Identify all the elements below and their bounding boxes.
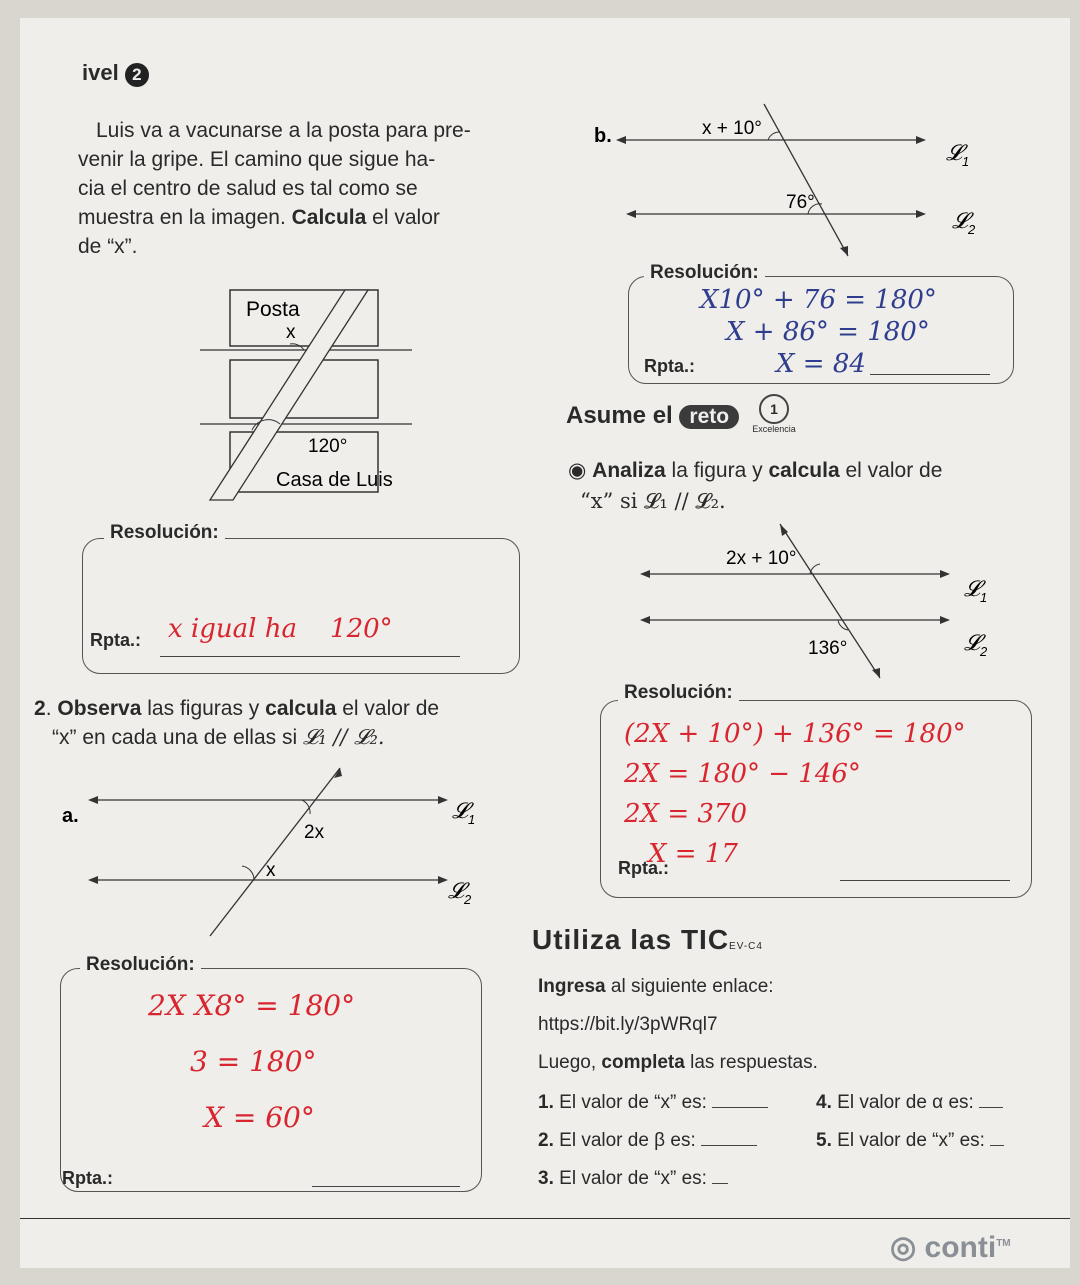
problem2-prompt: 2. Observa las figuras y calcula el valor de “x” en cada una de ellas si 𝓛₁ // 𝓛₂. bbox=[34, 697, 440, 749]
challenge-heading: Asume el reto bbox=[566, 402, 739, 430]
x-angle-arc bbox=[290, 344, 304, 350]
tic-item-3: 3. El valor de “x” es: bbox=[538, 1160, 808, 1198]
a-x-arc bbox=[242, 866, 254, 880]
b-angle-bottom: 76° bbox=[786, 192, 815, 213]
tic-items-right bbox=[816, 1084, 1066, 1160]
rpta-line-1 bbox=[160, 656, 460, 657]
work-a: 2X X8° = 180° 3 = 180° X = 60° bbox=[148, 989, 356, 1134]
tic-link[interactable]: https://bit.ly/3pWRql7 bbox=[538, 1014, 718, 1035]
work-challenge: (2X + 10°) + 136° = 180° 2X = 180° − 146° 2X = 370 X = 17 bbox=[624, 719, 966, 869]
resolution-label-a: Resolución: bbox=[80, 954, 201, 976]
footer-divider bbox=[20, 1218, 1070, 1219]
tic-answer-3[interactable] bbox=[712, 1183, 728, 1184]
level-header: ivel 2 bbox=[82, 60, 149, 87]
medal-icon: 1 bbox=[759, 394, 789, 424]
a-L2: 𝓛$_2$ bbox=[448, 878, 472, 907]
rpta-line-b bbox=[870, 374, 990, 375]
c-L1: 𝓛$_1$ bbox=[964, 576, 988, 605]
resolution-label-challenge: Resolución: bbox=[618, 682, 739, 704]
a-L1: 𝓛$_1$ bbox=[452, 798, 476, 827]
b-L2: 𝓛$_2$ bbox=[952, 208, 976, 237]
rpta-label-a: Rpta.: bbox=[62, 1168, 113, 1188]
tic-item-2: 2. El valor de β es: bbox=[538, 1122, 808, 1160]
workbook-page bbox=[20, 18, 1070, 1268]
tic-items-left bbox=[538, 1084, 808, 1198]
rpta-handwritten-1: x igual ha 120° bbox=[168, 614, 393, 644]
challenge-prompt: ◉ Analiza la figura y calcula el valor de “x” si 𝓛₁ // 𝓛₂. bbox=[568, 459, 943, 513]
tic-item-5: 5. El valor de “x” es: bbox=[816, 1122, 1066, 1160]
rpta-line-a bbox=[312, 1186, 460, 1187]
tic-answer-2[interactable] bbox=[701, 1145, 757, 1146]
resolution-label-1: Resolución: bbox=[104, 522, 225, 544]
problem1-text: Luis va a vacunarse a la posta para pre- venir la gripe. El camino que sigue ha- cia el centro de salud es tal como se muestra en la imagen. Calcula el valor de “x”. bbox=[78, 119, 471, 258]
c-angle-bottom: 136° bbox=[808, 638, 848, 659]
casa-label: Casa de Luis bbox=[276, 469, 393, 491]
tic-answer-4[interactable] bbox=[979, 1107, 1003, 1108]
part-b-figure bbox=[586, 96, 1006, 266]
challenge-figure bbox=[630, 518, 1010, 688]
tic-title: Utiliza las TICEV-C4 bbox=[532, 924, 763, 955]
level-number-badge: 2 bbox=[125, 63, 149, 87]
rpta-label-challenge: Rpta.: bbox=[618, 858, 669, 878]
b-transversal bbox=[764, 104, 848, 256]
b-angle-top: x + 10° bbox=[702, 118, 762, 139]
problem1-figure bbox=[190, 280, 450, 520]
rpta-label-1: Rpta.: bbox=[90, 630, 141, 650]
tic-answer-1[interactable] bbox=[712, 1107, 768, 1108]
work-b: X10° + 76 = 180° X + 86° = 180° X = 84 bbox=[700, 285, 937, 379]
a-transversal bbox=[210, 768, 340, 936]
c-L2: 𝓛$_2$ bbox=[964, 630, 988, 659]
tic-instructions: Ingresa al siguiente enlace: https://bit.ly/3pWRql7 Luego, completa las respuestas. bbox=[538, 968, 1058, 1082]
angle-120-label: 120° bbox=[308, 436, 348, 457]
part-b-label: b. bbox=[594, 125, 612, 147]
part-a-figure bbox=[58, 758, 478, 938]
posta-label: Posta bbox=[246, 298, 300, 321]
b-L1: 𝓛$_1$ bbox=[946, 140, 970, 169]
a-angle-2x: 2x bbox=[304, 822, 325, 843]
part-a-label: a. bbox=[62, 805, 79, 827]
c-angle-top: 2x + 10° bbox=[726, 548, 797, 569]
x-label: x bbox=[286, 322, 296, 343]
a-angle-x: x bbox=[266, 860, 276, 881]
resolution-box-1 bbox=[82, 538, 520, 674]
rpta-line-challenge bbox=[840, 880, 1010, 881]
tic-item-1: 1. El valor de “x” es: bbox=[538, 1084, 808, 1122]
b-top-arc bbox=[768, 132, 780, 140]
resolution-label-b: Resolución: bbox=[644, 262, 765, 284]
rpta-label-b: Rpta.: bbox=[644, 356, 695, 376]
bullet-icon: ◉ bbox=[568, 459, 587, 482]
tic-answer-5[interactable] bbox=[990, 1145, 1004, 1146]
excellence-medal: 1 Excelencia bbox=[744, 394, 804, 434]
reto-badge: reto bbox=[679, 405, 739, 429]
tic-item-4: 4. El valor de α es: bbox=[816, 1084, 1066, 1122]
brand-logo: ◎ conti™ bbox=[890, 1231, 1011, 1264]
brand-icon: ◎ bbox=[890, 1231, 917, 1264]
